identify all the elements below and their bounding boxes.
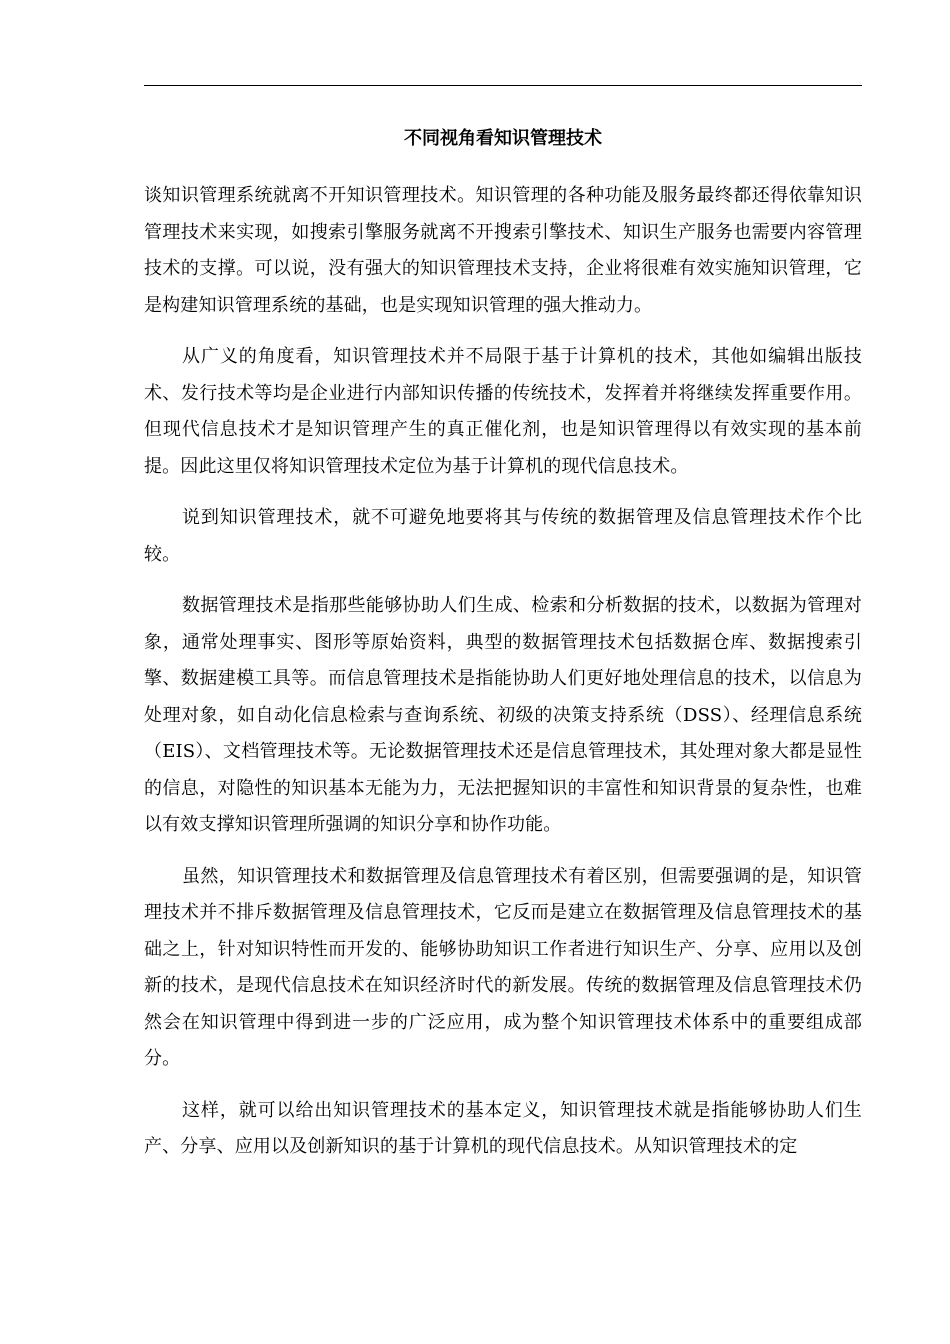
paragraph-3: 说到知识管理技术，就不可避免地要将其与传统的数据管理及信息管理技术作个比较。: [144, 507, 862, 565]
paragraph-2: 从广义的角度看，知识管理技术并不局限于基于计算机的技术，其他如编辑出版技术、发行技术等均是企业进行内部知识传播的传统技术，发挥着并将继续发挥重要作用。但现代信息技术才是知识管理产生的真正催化剂，也是知识管理得以有效实现的基本前提。因此这里仅将知识管理技术定位为基于计算机的现代信息技术。: [144, 346, 862, 477]
document-body: [144, 178, 862, 1181]
paragraph-6: 这样，就可以给出知识管理技术的基本定义，知识管理技术就是指能够协助人们生产、分享、应用以及创新知识的基于计算机的现代信息技术。从知识管理技术的定: [144, 1099, 862, 1157]
paragraph-1: 谈知识管理系统就离不开知识管理技术。知识管理的各种功能及服务最终都还得依靠知识管理技术来实现，如搜索引擎服务就离不开搜索引擎技术、知识生产服务也需要内容管理技术的支撑。可以说，没有强大的知识管理技术支持，企业将很难有效实施知识管理，它是构建知识管理系统的基础，也是实现知识管理的强大推动力。: [144, 185, 862, 316]
document-title: 不同视角看知识管理技术: [404, 128, 602, 149]
header-rule: [144, 85, 862, 86]
paragraph-5: 虽然，知识管理技术和数据管理及信息管理技术有着区别，但需要强调的是，知识管理技术并不排斥数据管理及信息管理技术，它反而是建立在数据管理及信息管理技术的基础之上，针对知识特性而开发的、能够协助知识工作者进行知识生产、分享、应用以及创新的技术，是现代信息技术在知识经济时代的新发展。传统的数据管理及信息管理技术仍然会在知识管理中得到进一步的广泛应用，成为整个知识管理技术体系中的重要组成部分。: [144, 865, 862, 1069]
paragraph-4: 数据管理技术是指那些能够协助人们生成、检索和分析数据的技术，以数据为管理对象，通常处理事实、图形等原始资料，典型的数据管理技术包括数据仓库、数据搜索引擎、数据建模工具等。而信息管理技术是指能协助人们更好地处理信息的技术，以信息为处理对象，如自动化信息检索与查询系统、初级的决策支持系统（DSS）、经理信息系统（EIS）、文档管理技术等。无论数据管理技术还是信息管理技术，其处理对象大都是显性的信息，对隐性的知识基本无能为力，无法把握知识的丰富性和知识背景的复杂性，也难以有效支撑知识管理所强调的知识分享和协作功能。: [144, 595, 862, 835]
